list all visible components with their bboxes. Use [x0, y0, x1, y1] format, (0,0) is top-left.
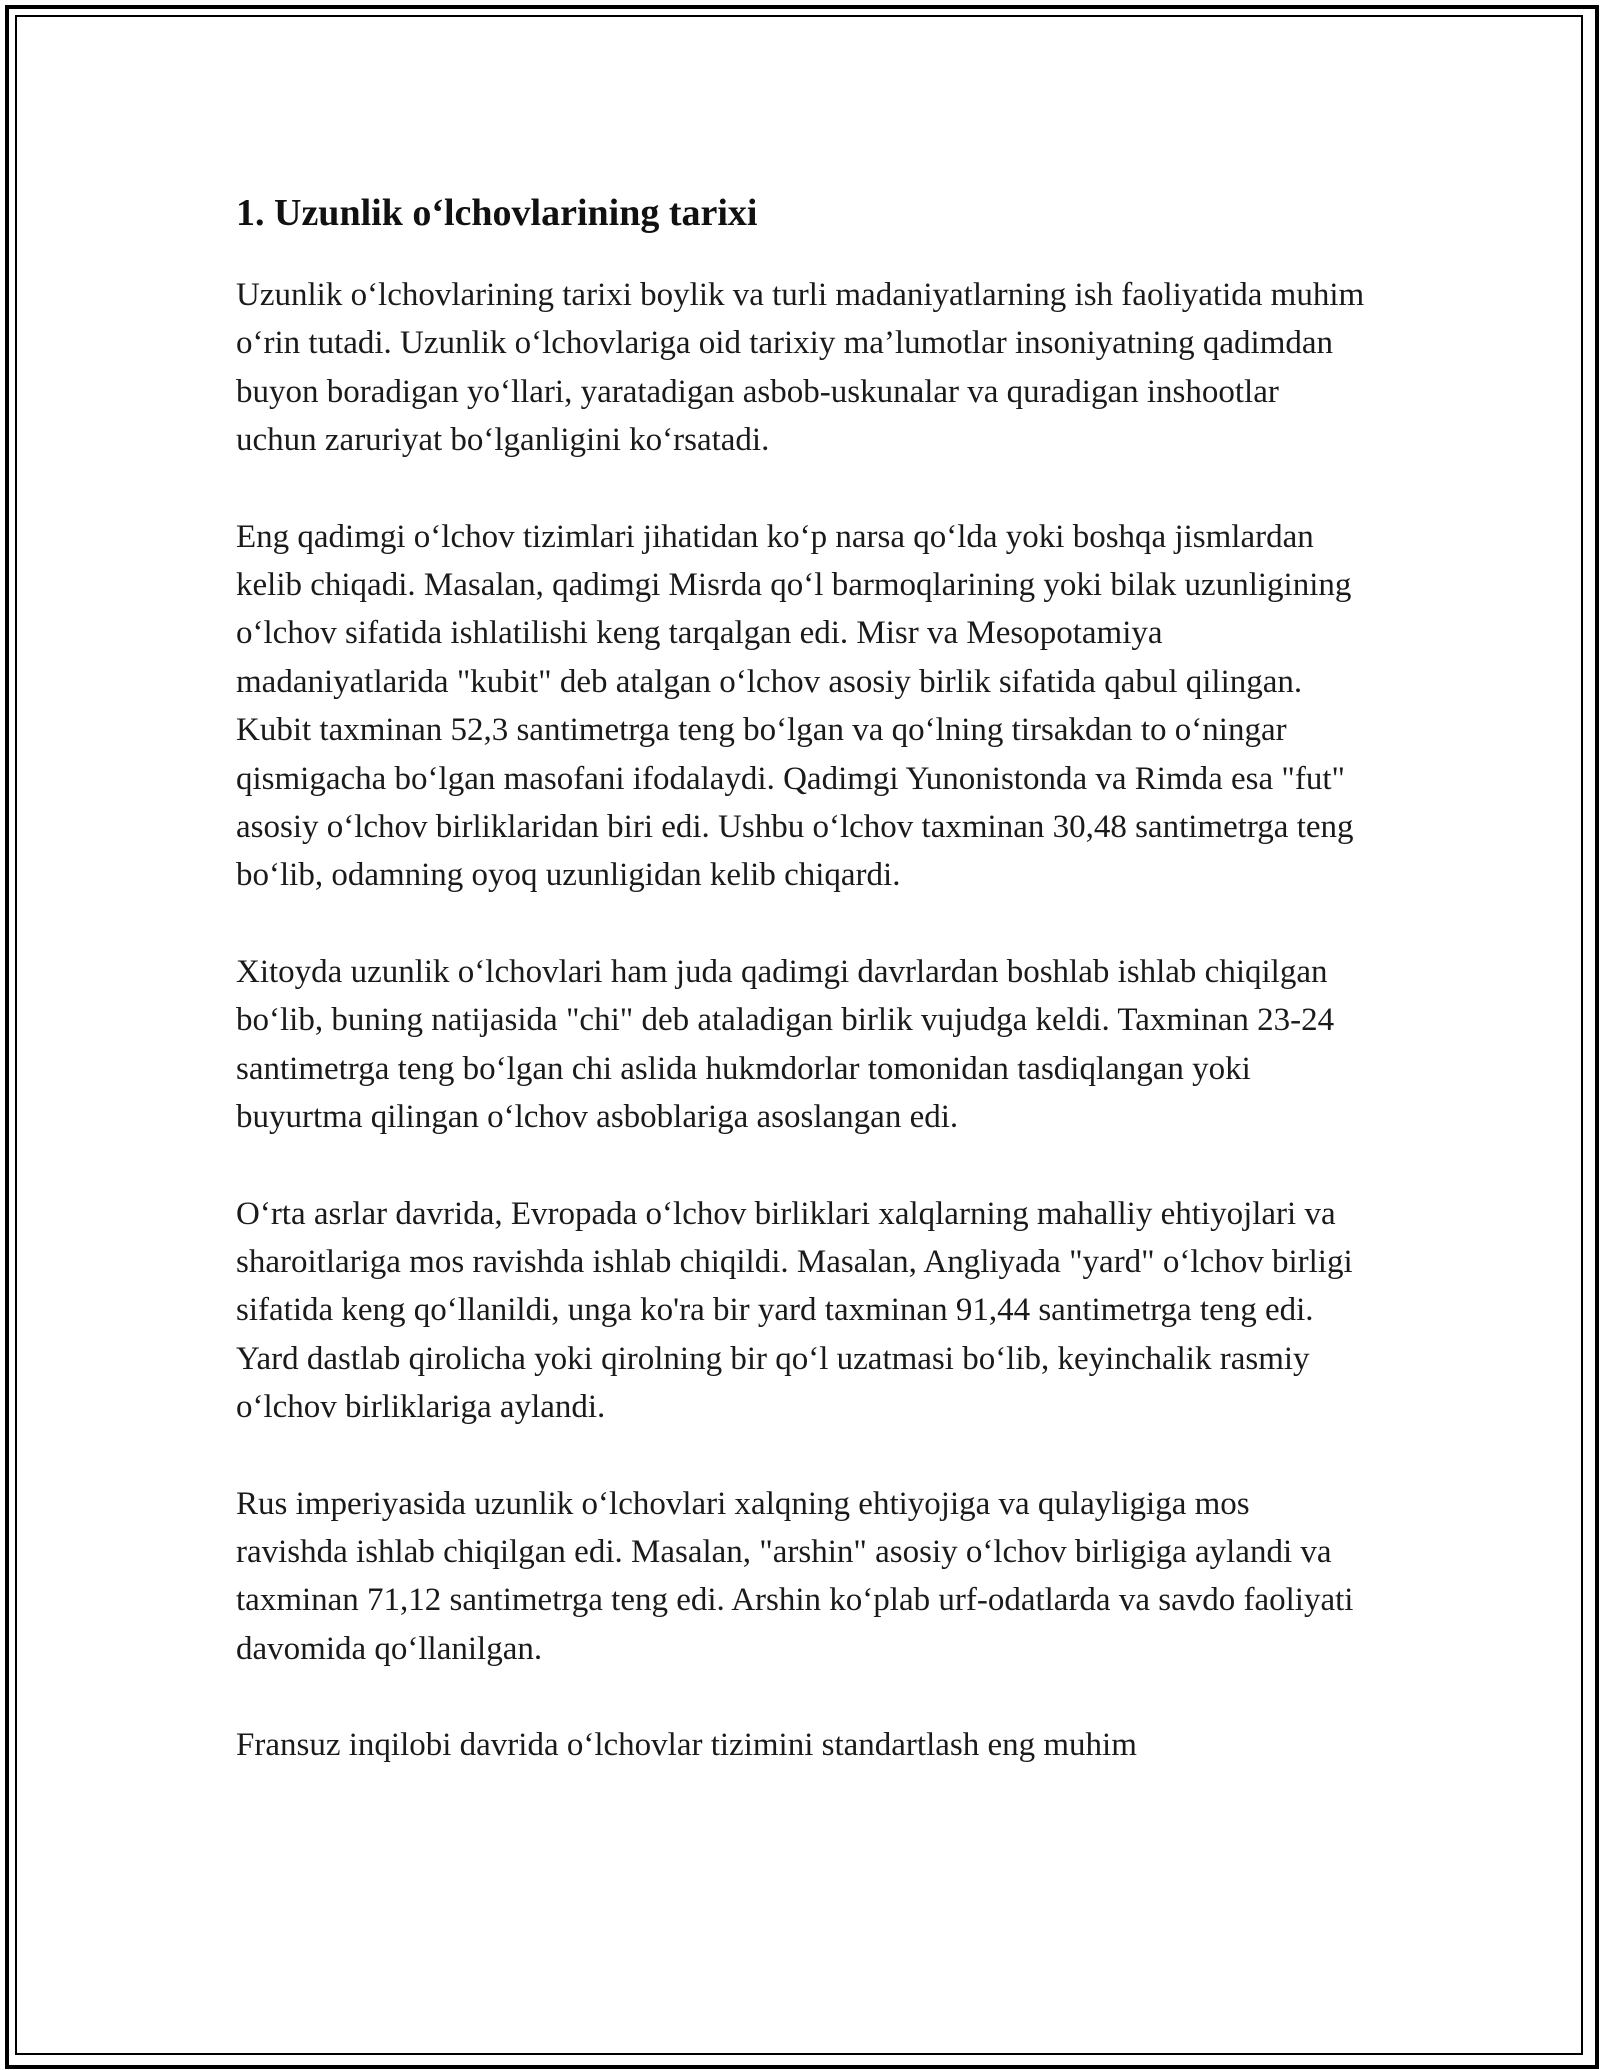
- paragraph-china: Xitoyda uzunlik o‘lchovlari ham juda qadimgi davrlardan boshlab ishlab chiqilgan bo‘lib, buning natijasida "chi" deb ataladigan birlik vujudga keldi. Taxminan 23-24 santimetrga teng bo‘lgan chi aslida hukmdorlar tomonidan tasdiqlangan yoki buyurtma qilingan o‘lchov asboblariga asoslangan edi.: [236, 953, 1335, 1136]
- paragraph-medieval-europe: O‘rta asrlar davrida, Evropada o‘lchov birliklari xalqlarning mahalliy ehtiyojlari va sharoitlariga mos ravishda ishlab chiqildi. Masalan, Angliyada "yard" o‘lchov birligi sifatida keng qo‘llanildi, unga ko'ra bir yard taxminan 91,44 santimetrga teng edi. Yard dastlab qirolicha yoki qirolning bir qo‘l uzatmasi bo‘lib, keyinchalik rasmiy o‘lchov birliklariga aylandi.: [236, 1195, 1353, 1426]
- paragraph-french-revolution: Fransuz inqilobi davrida o‘lchovlar tizimini standartlash eng muhim: [236, 1727, 1137, 1764]
- paragraph-russian-empire: Rus imperiyasida uzunlik o‘lchovlari xalqning ehtiyojiga va qulayligiga mos ravishda ishlab chiqilgan edi. Masalan, "arshin" asosiy o‘lchov birligiga aylandi va taxminan 71,12 santimetrga teng edi. Arshin ko‘plab urf-odatlarda va savdo faoliyati davomida qo‘llanilgan.: [236, 1485, 1354, 1667]
- paragraph-intro: Uzunlik o‘lchovlarining tarixi boylik va turli madaniyatlarning ish faoliyatida muhim o‘rin tutadi. Uzunlik o‘lchovlariga oid tarixiy ma’lumotlar insoniyatning qadimdan buyon boradigan yo‘llari, yaratadigan asbob-uskunalar va quradigan inshootlar uchun zaruriyat bo‘lganligini ko‘rsatadi.: [236, 277, 1365, 459]
- document-body: [236, 185, 1366, 1818]
- paragraph-ancient-systems: Eng qadimgi o‘lchov tizimlari jihatidan ko‘p narsa qo‘lda yoki boshqa jismlardan kelib chiqadi. Masalan, qadimgi Misrda qo‘l barmoqlarining yoki bilak uzunligining o‘lchov sifatida ishlatilishi keng tarqalgan edi. Misr va Mesopotamiya madaniyatlarida "kubit" deb atalgan o‘lchov asosiy birlik sifatida qabul qilingan. Kubit taxminan 52,3 santimetrga teng bo‘lgan va qo‘lning tirsakdan to o‘ningar qismigacha bo‘lgan masofani ifodalaydi. Qadimgi Yunonistonda va Rimda esa "fut" asosiy o‘lchov birliklaridan biri edi. Ushbu o‘lchov taxminan 30,48 santimetrga teng bo‘lib, odamning oyoq uzunligidan kelib chiqardi.: [236, 518, 1354, 894]
- section-heading: 1. Uzunlik o‘lchovlarining tarixi: [236, 192, 758, 234]
